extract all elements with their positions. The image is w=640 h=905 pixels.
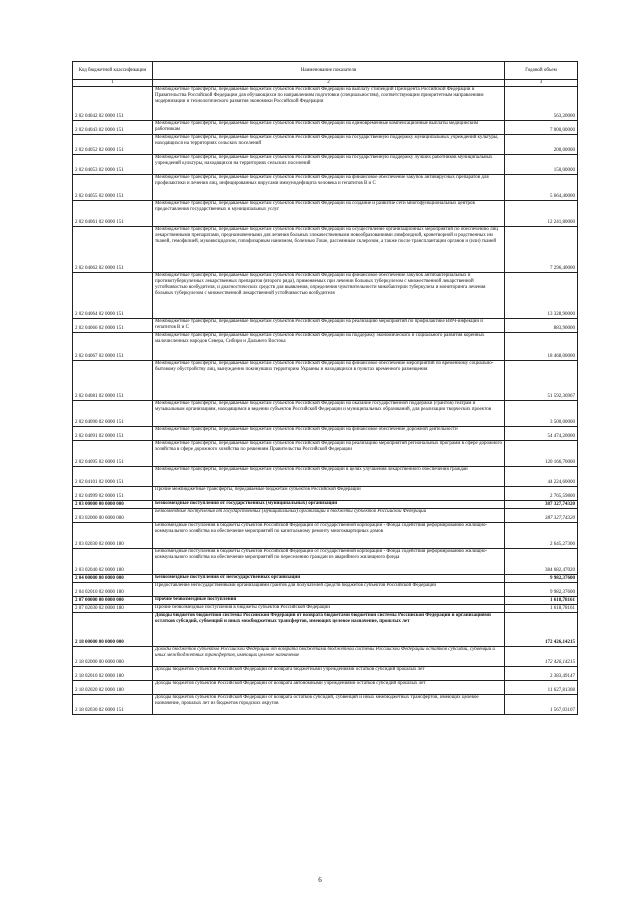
table-row xyxy=(73,227,578,273)
budget-code-cell: 2 02 04042 02 0000 151 xyxy=(73,87,153,121)
indicator-name-cell: Межбюджетные трансферты, передаваемые бюджетам субъектов Российской Федерации на финансовое обеспечение мероприятий по временному социально-бытовому обустройству лиц, вынужденно покинувших территорию Украины и находящихся в пунктах временного размещения xyxy=(153,361,505,401)
budget-code-cell: 2 02 04064 02 0000 151 xyxy=(73,273,153,319)
indicator-name-cell: Межбюджетные трансферты, передаваемые бюджетам субъектов Российской Федерации на осуществление организационных мероприятий по обеспечению лиц лекарственными препаратами, предназначенными для лечения больных злокачественными новообразованиями лимфоидной, кроветворной и родственных им тканей, гемофилией, муковисцидозом, гипофизарным нанизмом, болезнью Гоше, рассеянным склерозом, а также после трансплантации органов и (или) тканей xyxy=(153,227,505,273)
budget-code-cell: 2 18 02020 02 0000 180 xyxy=(73,681,153,695)
table-row xyxy=(73,523,578,549)
table-body xyxy=(73,87,578,715)
budget-code-cell: 2 04 02010 02 0000 180 xyxy=(73,583,153,597)
table-row xyxy=(73,695,578,715)
annual-amount-cell: 120 166,70000 xyxy=(505,441,578,467)
budget-code-cell: 2 02 04055 02 0000 151 xyxy=(73,175,153,201)
table-row xyxy=(73,605,578,613)
annual-amount-cell: 9 982,37600 xyxy=(505,575,578,583)
column-number: 3 xyxy=(505,80,578,87)
budget-code-cell: 2 03 02040 02 0000 180 xyxy=(73,549,153,575)
budget-code-cell: 2 07 02030 02 0000 180 xyxy=(73,605,153,613)
table-row xyxy=(73,175,578,201)
table-row xyxy=(73,501,578,509)
budget-code-cell: 2 02 04061 02 0000 151 xyxy=(73,201,153,227)
table-row xyxy=(73,597,578,605)
table-row xyxy=(73,487,578,501)
table-row xyxy=(73,87,578,121)
budget-code-cell: 2 02 04066 02 0000 151 xyxy=(73,319,153,333)
column-number-row xyxy=(73,80,578,87)
indicator-name-cell: Межбюджетные трансферты, передаваемые бюджетам субъектов Российской Федерации на реализацию мероприятий региональных программ в сфере дорожного хозяйства в сфере дорожного хозяйства по решениям Правительства Российской Федерации xyxy=(153,441,505,467)
table-row xyxy=(73,427,578,441)
annual-amount-cell: 51 592,36967 xyxy=(505,361,578,401)
indicator-name-cell: Доходы бюджетов бюджетной системы Российской Федерации от возврата бюджетами бюджетной системы Российской Федерации и организациями остатков субсидий, субвенций и иных межбюджетных трансфертов, имеющих целевое назначение, прошлых лет xyxy=(153,613,505,647)
table-row xyxy=(73,273,578,319)
indicator-name-cell: Межбюджетные трансферты, передаваемые бюджетам субъектов Российской Федерации на создание и развитие сети многофункциональных центров предоставления государственных и муниципальных услуг xyxy=(153,201,505,227)
budget-code-cell: 2 02 04090 02 0000 151 xyxy=(73,401,153,427)
budget-code-cell: 2 03 02000 00 0000 000 xyxy=(73,509,153,523)
annual-amount-cell: 2 765,59800 xyxy=(505,487,578,501)
column-number: 2 xyxy=(153,80,505,87)
budget-code-cell: 2 18 02000 00 0000 000 xyxy=(73,647,153,667)
indicator-name-cell: Предоставление негосударственными организациями грантов для получателей средств бюджетов субъектов Российской Федерации xyxy=(153,583,505,597)
annual-amount-cell: 1 618,78161 xyxy=(505,597,578,605)
table-row xyxy=(73,667,578,681)
annual-amount-cell: 7 296,40000 xyxy=(505,227,578,273)
budget-code-cell: 2 02 04101 02 0000 151 xyxy=(73,467,153,487)
budget-code-cell: 2 02 04095 02 0000 151 xyxy=(73,441,153,467)
indicator-name-cell: Межбюджетные трансферты, передаваемые бюджетам субъектов Российской Федерации в целях улучшения лекарственного обеспечения граждан xyxy=(153,467,505,487)
header-row xyxy=(73,62,578,80)
budget-code-cell: 2 18 02010 02 0000 180 xyxy=(73,667,153,681)
amount-header: Годовой объем xyxy=(505,62,578,80)
page-number: 6 xyxy=(318,876,322,884)
indicator-name-cell: Доходы бюджетов субъектов Российской Федерации от возврата автономными учреждениями остатков субсидий прошлых лет xyxy=(153,681,505,695)
table-row xyxy=(73,681,578,695)
indicator-name-cell: Доходы бюджетов субъектов Российской Федерации от возврата остатков субсидий, субвенций и иных межбюджетных трансфертов, имеющих целевое назначение, прошлых лет из бюджетов городских округов xyxy=(153,695,505,715)
table-row xyxy=(73,509,578,523)
annual-amount-cell: 384 682,47020 xyxy=(505,549,578,575)
table-row xyxy=(73,647,578,667)
annual-amount-cell: 172 426,14215 xyxy=(505,647,578,667)
budget-code-cell: 2 04 00000 00 0000 000 xyxy=(73,575,153,583)
annual-amount-cell: 13 328,90000 xyxy=(505,273,578,319)
table-row xyxy=(73,135,578,155)
indicator-name-cell: Межбюджетные трансферты, передаваемые бюджетам субъектов Российской Федерации на выплату стипендий Президента Российской Федерации и Правительства Российской Федерации для обучающихся по направлениям подготовки (специальностям), соответствующим приоритетным направлениям модернизации и технологического развития экономики Российской Федерации xyxy=(153,87,505,121)
budget-code-cell: 2 18 02030 02 0000 151 xyxy=(73,695,153,715)
table-row xyxy=(73,575,578,583)
annual-amount-cell: 18 468,00000 xyxy=(505,333,578,361)
annual-amount-cell: 12 241,80000 xyxy=(505,201,578,227)
annual-amount-cell: 11 627,81308 xyxy=(505,681,578,695)
indicator-name-cell: Межбюджетные трансферты, передаваемые бюджетам субъектов Российской Федерации на реализацию мероприятий по профилактике ВИЧ-инфекции и гепатитов B и C xyxy=(153,319,505,333)
budget-code-cell: 2 02 04043 02 0000 151 xyxy=(73,121,153,135)
annual-amount-cell: 2 383,49147 xyxy=(505,667,578,681)
annual-amount-cell: 200,00000 xyxy=(505,135,578,155)
annual-amount-cell: 9 982,37600 xyxy=(505,583,578,597)
indicator-name-cell: Безвозмездные поступления в бюджеты субъектов Российской Федерации от государственной корпорации - Фонда содействия реформированию жилищно-коммунального хозяйства на обеспечение мероприятий по капитальному ремонту многоквартирных домов xyxy=(153,523,505,549)
name-header: Наименование показателя xyxy=(153,62,505,80)
table-row xyxy=(73,121,578,135)
indicator-name-cell: Безвозмездные поступления от государственных (муниципальных) организаций xyxy=(153,501,505,509)
indicator-name-cell: Безвозмездные поступления в бюджеты субъектов Российской Федерации от государственной корпорации - Фонда содействия реформированию жилищно-коммунального хозяйства на обеспечение мероприятий по переселению граждан из аварийного жилищного фонда xyxy=(153,549,505,575)
column-number: 1 xyxy=(73,80,153,87)
indicator-name-cell: Межбюджетные трансферты, передаваемые бюджетам субъектов Российской Федерации на поддержку экономического и социального развития коренных малочисленных народов Севера, Сибири и Дальнего Востока xyxy=(153,333,505,361)
budget-code-cell: 2 02 04052 02 0000 151 xyxy=(73,135,153,155)
indicator-name-cell: Доходы бюджетов субъектов Российской Федерации от возврата бюджетными учреждениями остатков субсидий прошлых лет xyxy=(153,667,505,681)
annual-amount-cell: 387 327,74320 xyxy=(505,501,578,509)
budget-table xyxy=(72,61,578,715)
indicator-name-cell: Безвозмездные поступления от государственных (муниципальных) организаций в бюджеты субъектов Российской Федерации xyxy=(153,509,505,523)
table-row xyxy=(73,333,578,361)
table-row xyxy=(73,201,578,227)
budget-code-cell: 2 02 04053 02 0000 151 xyxy=(73,155,153,175)
table-row xyxy=(73,319,578,333)
annual-amount-cell: 2 645,27300 xyxy=(505,523,578,549)
indicator-name-cell: Межбюджетные трансферты, передаваемые бюджетам субъектов Российской Федерации на финансовое обеспечение дорожной деятельности xyxy=(153,427,505,441)
table-row xyxy=(73,401,578,427)
table-row xyxy=(73,155,578,175)
annual-amount-cell: 563,20000 xyxy=(505,87,578,121)
indicator-name-cell: Доходы бюджетов субъектов Российской Федерации от возврата бюджетами бюджетной системы Российской Федерации остатков субсидий, субвенций и иных межбюджетных трансфертов, имеющих целевое назначение xyxy=(153,647,505,667)
indicator-name-cell: Межбюджетные трансферты, передаваемые бюджетам субъектов Российской Федерации на финансовое обеспечение закупок антивирусных препаратов для профилактики и лечения лиц, инфицированных вирусами иммунодефицита человека и гепатитов B и C xyxy=(153,175,505,201)
table-row xyxy=(73,361,578,401)
annual-amount-cell: 387 327,74320 xyxy=(505,509,578,523)
budget-code-cell: 2 18 00000 00 0000 000 xyxy=(73,613,153,647)
table-row xyxy=(73,613,578,647)
annual-amount-cell: 5 664,40000 xyxy=(505,175,578,201)
annual-amount-cell: 7 000,00000 xyxy=(505,121,578,135)
budget-code-cell: 2 07 00000 00 0000 000 xyxy=(73,597,153,605)
table-row xyxy=(73,549,578,575)
indicator-name-cell: Межбюджетные трансферты, передаваемые бюджетам субъектов Российской Федерации на финансовое обеспечение закупок антибактериальных и противотуберкулезных лекарственных препаратов (второго ряда), применяемых при лечении больных туберкулезом с множественной лекарственной устойчивостью возбудителя, и диагностических средств для выявления, определения чувствительности микобактерии туберкулеза и мониторинга лечения больных туберкулезом с множественной лекарственной устойчивостью возбудителя xyxy=(153,273,505,319)
budget-code-cell: 2 02 04062 02 0000 151 xyxy=(73,227,153,273)
annual-amount-cell: 1 567,03107 xyxy=(505,695,578,715)
indicator-name-cell: Межбюджетные трансферты, передаваемые бюджетам субъектов Российской Федерации на оказание государственной поддержки (грантов) театрам и музыкальным организациям, находящимся в ведении субъектов Российской Федерации и муниципальных образований, для реализации творческих проектов xyxy=(153,401,505,427)
annual-amount-cell: 883,90000 xyxy=(505,319,578,333)
budget-code-cell: 2 03 00000 00 0000 000 xyxy=(73,501,153,509)
indicator-name-cell: Безвозмездные поступления от негосударственных организаций xyxy=(153,575,505,583)
budget-code-cell: 2 02 04999 02 0000 151 xyxy=(73,487,153,501)
annual-amount-cell: 3 500,00000 xyxy=(505,401,578,427)
annual-amount-cell: 150,00000 xyxy=(505,155,578,175)
table-row xyxy=(73,583,578,597)
table-row xyxy=(73,441,578,467)
indicator-name-cell: Межбюджетные трансферты, передаваемые бюджетам субъектов Российской Федерации на единовременные компенсационные выплаты медицинским работникам xyxy=(153,121,505,135)
indicator-name-cell: Межбюджетные трансферты, передаваемые бюджетам субъектов Российской Федерации на государственную поддержку лучших работников муниципальных учреждений культуры, находящихся на территориях сельских поселений xyxy=(153,155,505,175)
indicator-name-cell: Прочие безвозмездные поступления xyxy=(153,597,505,605)
budget-code-cell: 2 03 02030 02 0000 180 xyxy=(73,523,153,549)
table-row xyxy=(73,467,578,487)
code-header: Код бюджетной классификации xyxy=(73,62,153,80)
budget-code-cell: 2 02 04067 02 0000 151 xyxy=(73,333,153,361)
annual-amount-cell: 54 474,20000 xyxy=(505,427,578,441)
indicator-name-cell: Межбюджетные трансферты, передаваемые бюджетам субъектов Российской Федерации на государственную поддержку муниципальных учреждений культуры, находящихся на территориях сельских поселений xyxy=(153,135,505,155)
indicator-name-cell: Прочие межбюджетные трансферты, передаваемые бюджетам субъектов Российской Федерации xyxy=(153,487,505,501)
annual-amount-cell: 172 426,14215 xyxy=(505,613,578,647)
budget-code-cell: 2 02 04091 02 0000 151 xyxy=(73,427,153,441)
budget-code-cell: 2 02 04081 02 0000 151 xyxy=(73,361,153,401)
indicator-name-cell: Прочие безвозмездные поступления в бюджеты субъектов Российской Федерации xyxy=(153,605,505,613)
annual-amount-cell: 1 618,78161 xyxy=(505,605,578,613)
annual-amount-cell: 44 224,60000 xyxy=(505,467,578,487)
